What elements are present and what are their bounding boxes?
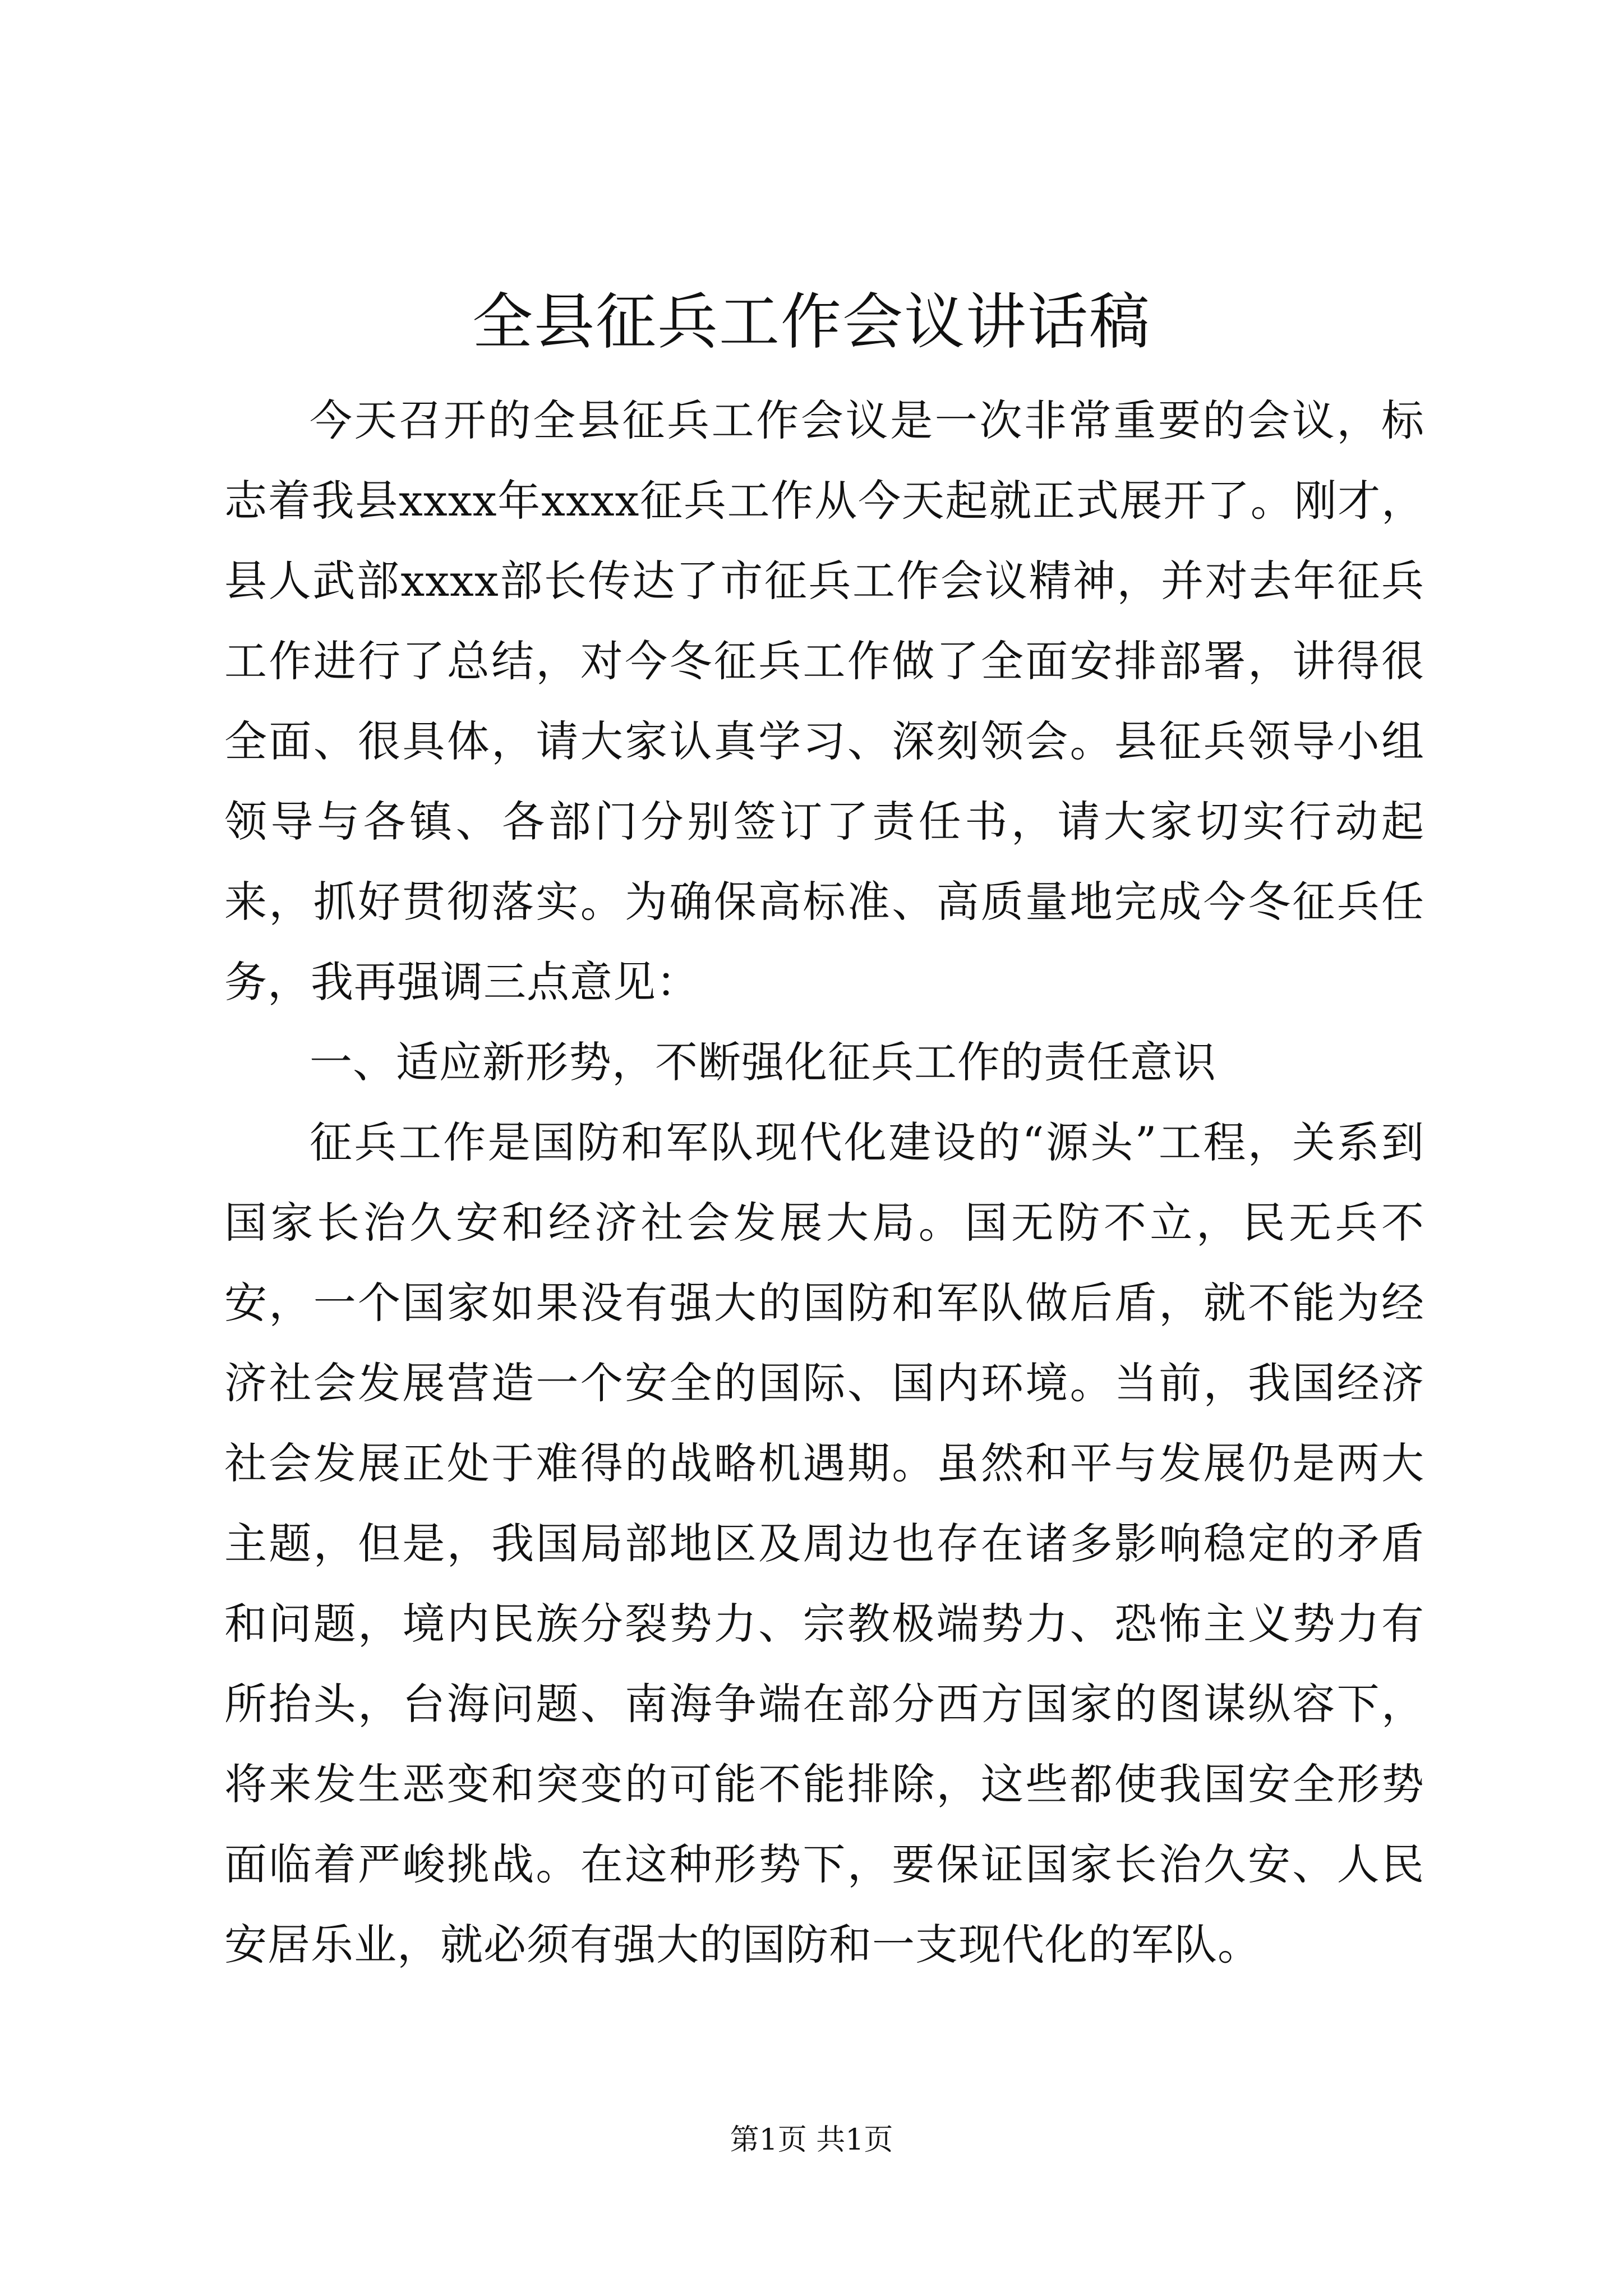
paragraph-intro: 今天召开的全县征兵工作会议是一次非常重要的会议，标志着我县xxxx年xxxx征兵工作从今天起就正式展开了。刚才，县人武部xxxx部长传达了市征兵工作会议精神，并对去年征兵工作进行了总结，对今冬征兵工作做了全面安排部署，讲得很全面、很具体，请大家认真学习、深刻领会。县征兵领导小组领导与各镇、各部门分别签订了责任书，请大家切实行动起来，抓好贯彻落实。为确保高标准、高质量地完成今冬征兵任务，我再强调三点意见： xyxy=(224,395,1424,1007)
document-title: 全县征兵工作会议讲话稿 xyxy=(472,287,1151,357)
paragraph-section-1: 征兵工作是国防和军队现代化建设的“源头”工程，关系到国家长治久安和经济社会发展大局。国无防不立，民无兵不安，一个国家如果没有强大的国防和军队做后盾，就不能为经济社会发展营造一个安全的国际、国内环境。当前，我国经济社会发展正处于难得的战略机遇期。虽然和平与发展仍是两大主题，但是，我国局部地区及周边也存在诸多影响稳定的矛盾和问题，境内民族分裂势力、宗教极端势力、恐怖主义势力有所抬头，台海问题、南海争端在部分西方国家的图谋纵容下，将来发生恶变和突变的可能不能排除，这些都使我国安全形势面临着严峻挑战。在这种形势下，要保证国家长治久安、人民安居乐业，就必须有强大的国防和一支现代化的军队。 xyxy=(224,1117,1424,1970)
section-heading-1: 一、适应新形势，不断强化征兵工作的责任意识 xyxy=(310,1037,1216,1087)
page-footer: 第1页 共1页 xyxy=(730,2123,893,2157)
document-body xyxy=(224,380,1424,1985)
